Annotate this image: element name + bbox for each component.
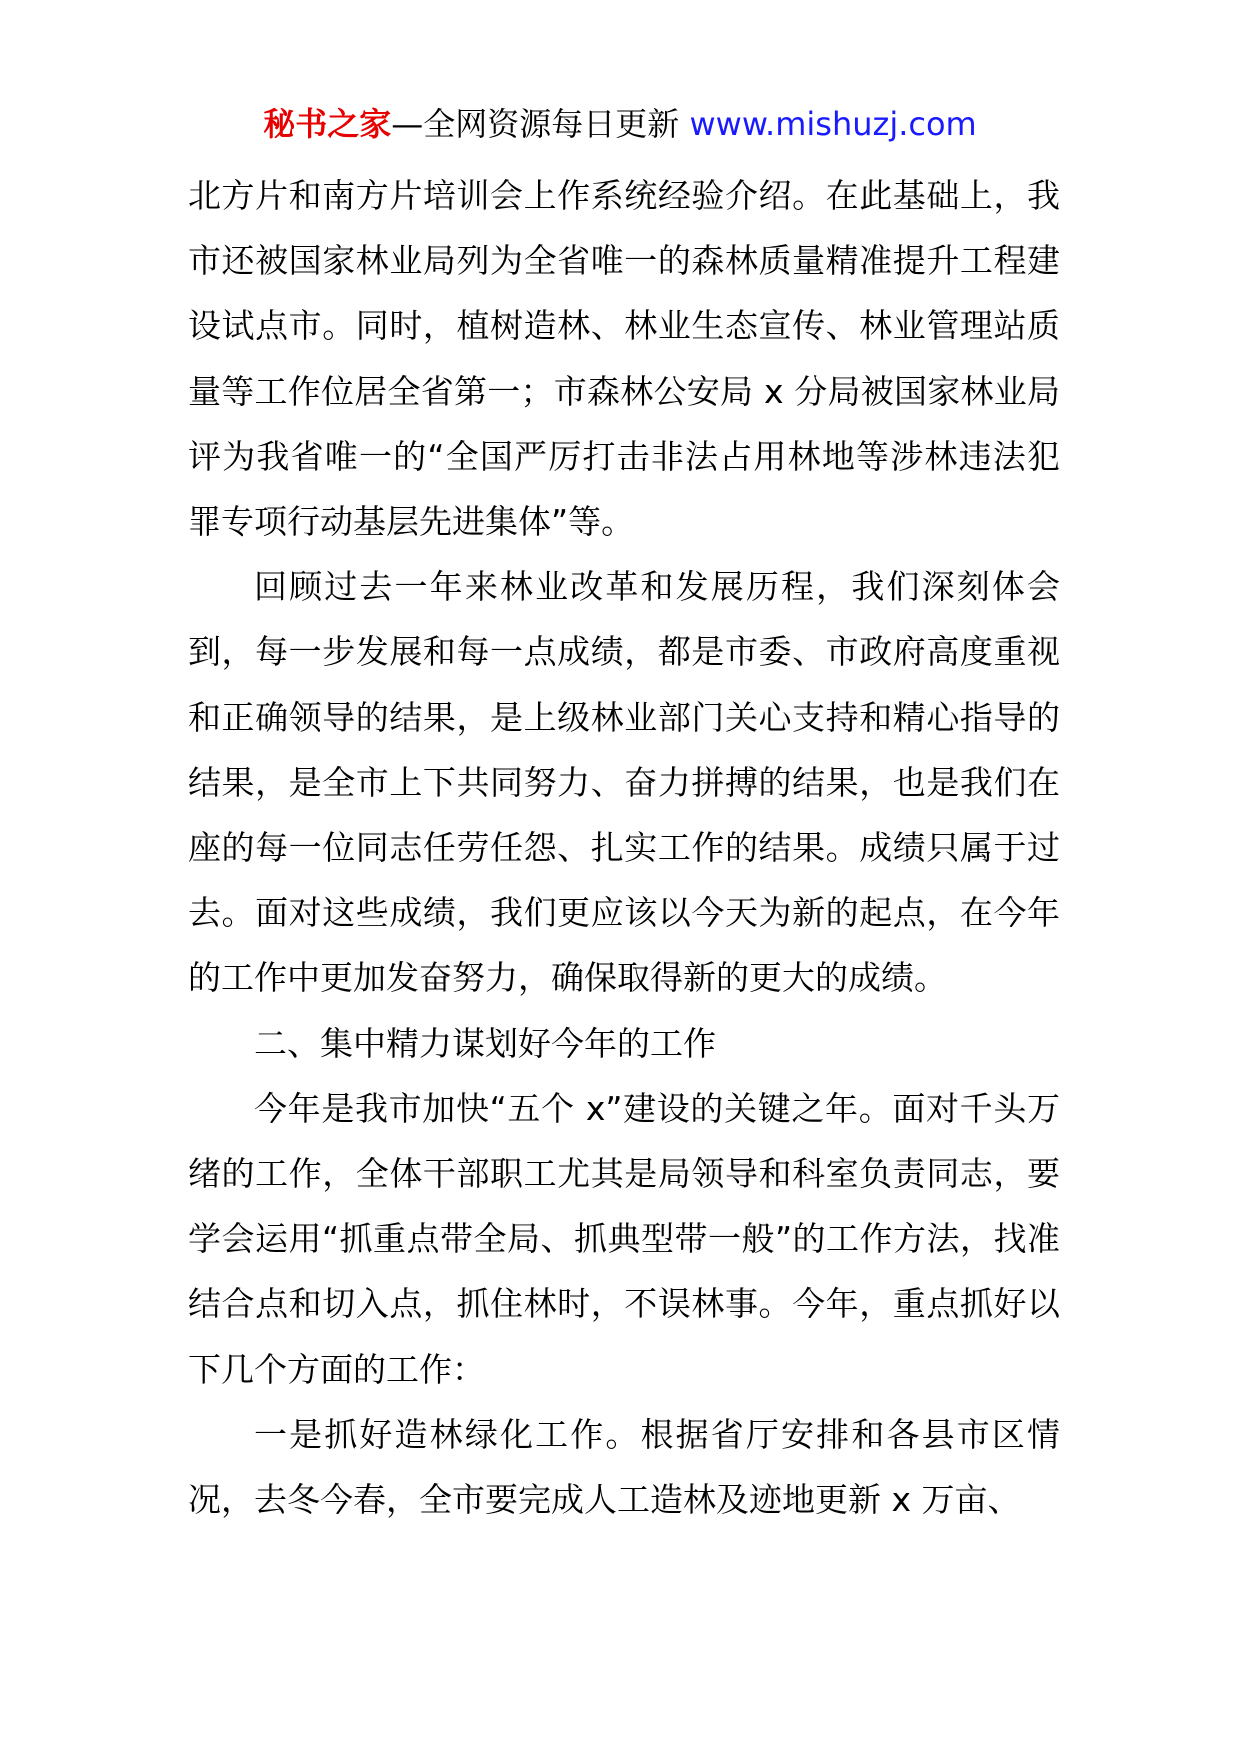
paragraph-continuation: 北方片和南方片培训会上作系统经验介绍。在此基础上，我市还被国家林业局列为全省唯一的森林质量精准提升工程建设试点市。同时，植树造林、林业生态宣传、林业管理站质量等工作位居全省第一；市森林公安局 x 分局被国家林业局评为我省唯一的“全国严厉打击非法占用林地等涉林违法犯罪专项行动基层先进集体”等。 — [188, 176, 1060, 542]
document-body — [188, 163, 1060, 1532]
site-brand: 秘书之家 — [263, 105, 392, 143]
site-slogan: —全网资源每日更新 — [391, 105, 680, 143]
paragraph-review: 回顾过去一年来林业改革和发展历程，我们深刻体会到，每一步发展和每一点成绩，都是市委、市政府高度重视和正确领导的结果，是上级林业部门关心支持和精心指导的结果，是全市上下共同努力、奋力拼搏的结果，也是我们在座的每一位同志任劳任怨、扎实工作的结果。成绩只属于过去。面对这些成绩，我们更应该以今天为新的起点，在今年的工作中更加发奋努力，确保取得新的更大的成绩。 — [188, 567, 1060, 998]
paragraph-this-year: 今年是我市加快“五个 x”建设的关键之年。面对千头万绪的工作，全体干部职工尤其是局领导和科室负责同志，要学会运用“抓重点带全局、抓典型带一般”的工作方法，找准结合点和切入点，抓住林时，不误林事。今年，重点抓好以下几个方面的工作： — [188, 1088, 1060, 1389]
site-header — [0, 100, 1240, 148]
site-url-link[interactable]: www.mishuzj.com — [689, 105, 977, 143]
section-heading: 二、集中精力谋划好今年的工作 — [254, 1023, 716, 1063]
paragraph-afforestation: 一是抓好造林绿化工作。根据省厅安排和各县市区情况，去冬今春，全市要完成人工造林及迹地更新 x 万亩、 — [188, 1414, 1060, 1520]
